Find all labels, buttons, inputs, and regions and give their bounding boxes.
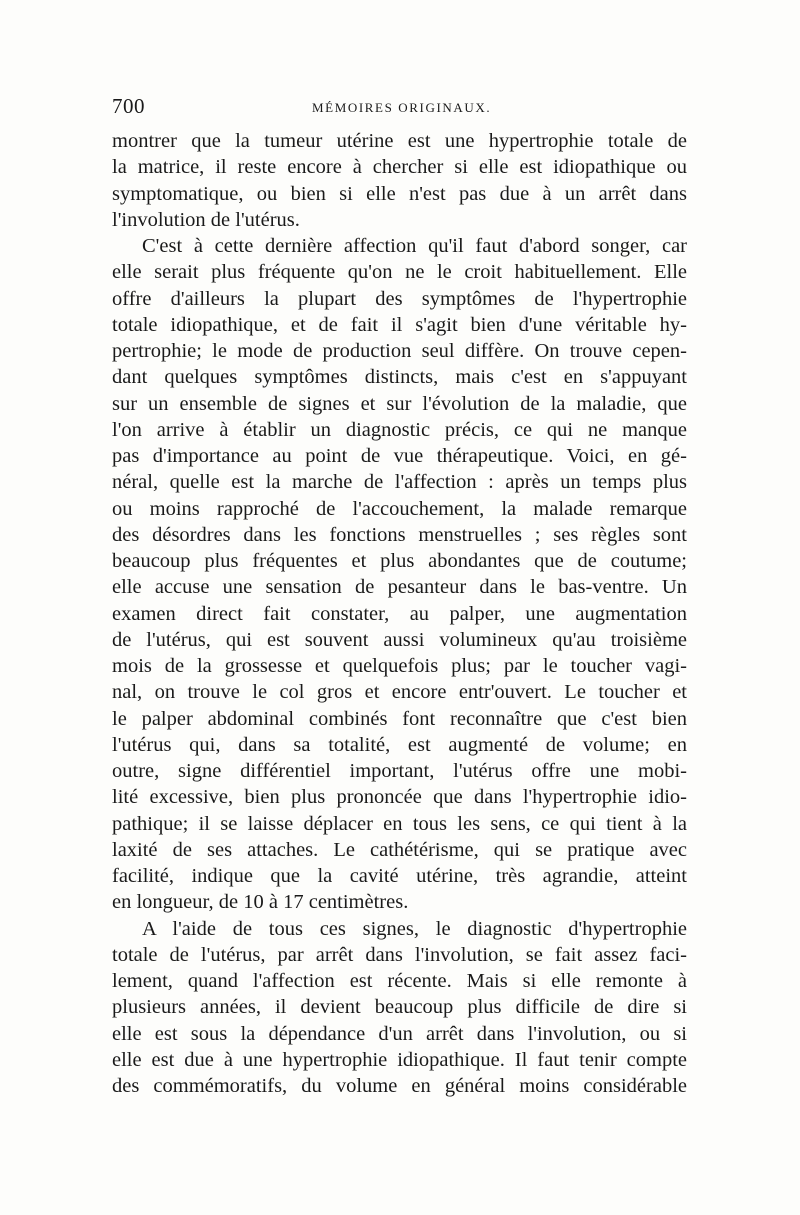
text-line: néral, quelle est la marche de l'affection : après un temps plus bbox=[112, 471, 687, 494]
text-line: mois de la grossesse et quelquefois plus; par le toucher vagi- bbox=[112, 655, 687, 677]
text-line: pas d'importance au point de vue thérapeutique. Voici, en gé- bbox=[112, 445, 687, 467]
text-line: le palper abdominal combinés font reconnaître que c'est bien bbox=[112, 707, 687, 730]
text-line: elle est due à une hypertrophie idiopathique. Il faut tenir compte bbox=[112, 1048, 687, 1071]
text-line: sur un ensemble de signes et sur l'évolution de la maladie, que bbox=[112, 392, 687, 415]
body-text bbox=[112, 128, 687, 1099]
text-line: montrer que la tumeur utérine est une hypertrophie totale de bbox=[112, 130, 687, 152]
page-number: 700 bbox=[112, 94, 145, 118]
text-line: de l'utérus, qui est souvent aussi volumineux qu'au troisième bbox=[112, 628, 687, 651]
text-line: totale idiopathique, et de fait il s'agit bien d'une véritable hy- bbox=[112, 313, 687, 336]
text-line: des désordres dans les fonctions menstruelles ; ses règles sont bbox=[112, 523, 687, 546]
text-line: l'on arrive à établir un diagnostic précis, ce qui ne manque bbox=[112, 418, 687, 441]
text-line: en longueur, de 10 à 17 centimètres. bbox=[112, 891, 409, 914]
text-line: l'involution de l'utérus. bbox=[112, 208, 300, 231]
text-line: A l'aide de tous ces signes, le diagnostic d'hypertrophie bbox=[142, 917, 687, 940]
text-line: elle serait plus fréquente qu'on ne le croit habituellement. Elle bbox=[112, 261, 687, 284]
text-line: pathique; il se laisse déplacer en tous les sens, ce qui tient à la bbox=[112, 812, 687, 835]
text-line: laxité de ses attaches. Le cathétérisme, qui se pratique avec bbox=[112, 838, 687, 861]
text-line: elle est sous la dépendance d'un arrêt dans l'involution, ou si bbox=[112, 1022, 687, 1045]
page-header bbox=[112, 94, 687, 118]
text-line: pertrophie; le mode de production seul diffère. On trouve cepen- bbox=[112, 340, 687, 362]
text-line: elle accuse une sensation de pesanteur dans le bas-ventre. Un bbox=[112, 576, 687, 599]
text-line: des commémoratifs, du volume en général moins considérable bbox=[112, 1075, 687, 1097]
text-line: beaucoup plus fréquentes et plus abondantes que de coutume; bbox=[112, 550, 687, 572]
text-line: examen direct fait constater, au palper, une augmentation bbox=[112, 602, 687, 625]
text-line: C'est à cette dernière affection qu'il faut d'abord songer, car bbox=[142, 235, 687, 257]
text-line: facilité, indique que la cavité utérine, très agrandie, atteint bbox=[112, 865, 687, 887]
text-line: totale de l'utérus, par arrêt dans l'involution, se fait assez faci- bbox=[112, 943, 687, 966]
text-line: l'utérus qui, dans sa totalité, est augmenté de volume; en bbox=[112, 733, 687, 756]
text-line: offre d'ailleurs la plupart des symptômes de l'hypertrophie bbox=[112, 287, 687, 310]
text-line: la matrice, il reste encore à chercher si elle est idiopathique ou bbox=[112, 156, 687, 179]
text-line: plusieurs années, il devient beaucoup plus difficile de dire si bbox=[112, 996, 687, 1019]
text-line: outre, signe différentiel important, l'utérus offre une mobi- bbox=[112, 760, 687, 782]
text-line: ou moins rapproché de l'accouchement, la malade remarque bbox=[112, 497, 687, 520]
running-title: MÉMOIRES ORIGINAUX. bbox=[312, 100, 492, 115]
text-line: lement, quand l'affection est récente. Mais si elle remonte à bbox=[112, 970, 687, 992]
text-line: symptomatique, ou bien si elle n'est pas due à un arrêt dans bbox=[112, 182, 687, 205]
text-line: lité excessive, bien plus prononcée que dans l'hypertrophie idio- bbox=[112, 786, 687, 809]
text-line: dant quelques symptômes distincts, mais c'est en s'appuyant bbox=[112, 366, 687, 389]
text-line: nal, on trouve le col gros et encore entr'ouvert. Le toucher et bbox=[112, 681, 687, 704]
